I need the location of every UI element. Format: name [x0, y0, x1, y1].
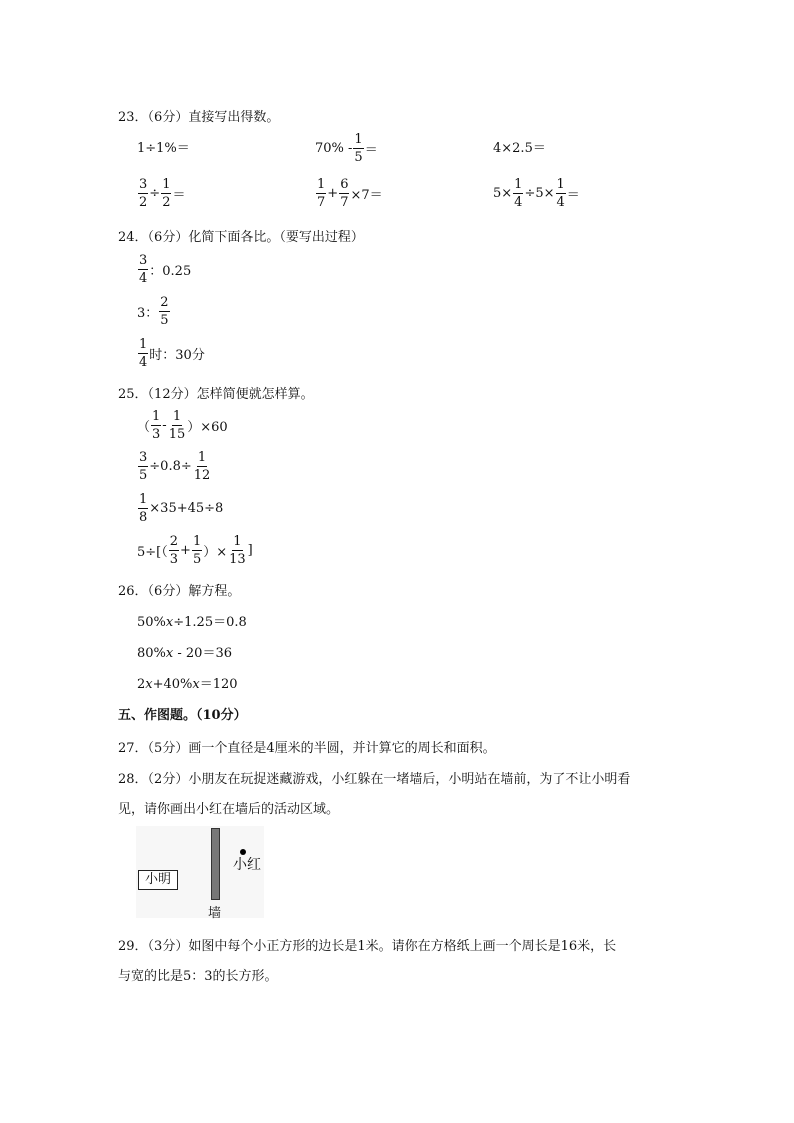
numerator: 1: [139, 492, 148, 507]
numerator: 1: [317, 177, 326, 192]
denominator: 13: [229, 552, 246, 567]
denominator: 5: [192, 552, 202, 567]
denominator: 3: [152, 427, 161, 442]
middle: +40%: [152, 677, 193, 692]
fraction: [513, 178, 523, 209]
head: （: [137, 420, 151, 435]
head: 80%: [137, 646, 166, 661]
middle: ÷0.8÷: [149, 459, 192, 474]
numerator: 1: [162, 177, 171, 192]
denominator: 5: [139, 468, 148, 483]
xiaohong-label: 小红: [233, 857, 261, 873]
q23-b-post: ＝: [364, 143, 378, 158]
hide-and-seek-figure: [136, 826, 264, 921]
tail: ×35+45÷8: [149, 501, 224, 516]
q24-item-c: [137, 338, 205, 369]
tail: 时：30分: [149, 348, 205, 363]
wall-label: 墙: [208, 906, 222, 921]
q28-line2: 见，请你画出小红在墙后的活动区域。: [118, 802, 340, 817]
fraction: [193, 451, 212, 482]
numerator: 1: [139, 337, 148, 352]
fraction: [138, 254, 148, 285]
denominator: 4: [556, 195, 565, 210]
fraction: [138, 493, 148, 524]
variable: x: [165, 615, 174, 630]
q26-item-a: [137, 611, 247, 630]
equals: ＝: [566, 188, 580, 203]
numerator: 1: [514, 177, 523, 192]
denominator: 5: [160, 313, 169, 328]
denominator: 7: [340, 195, 349, 210]
tail: ×7＝: [350, 188, 383, 203]
equals: ＝: [172, 188, 186, 203]
denominator: 15: [168, 427, 186, 442]
numerator: 3: [139, 450, 148, 465]
numerator: 1: [197, 450, 207, 465]
operator: +: [327, 186, 339, 201]
fraction: [192, 535, 202, 566]
denominator: 8: [139, 510, 148, 525]
numerator: 2: [169, 534, 179, 549]
tail: - 20＝36: [173, 646, 232, 661]
q26-item-b: [137, 642, 232, 661]
numerator: 6: [340, 177, 349, 192]
q29-line1: 29．（3分）如图中每个小正方形的边长是1米。请你在方格纸上画一个周长是16米，长: [118, 939, 617, 954]
section-heading: 五、作图题。（10分）: [118, 708, 247, 723]
numerator: 1: [192, 534, 202, 549]
q25-item-c: [137, 493, 223, 524]
fraction: [353, 133, 363, 164]
wall: [211, 828, 220, 900]
fraction: [138, 178, 148, 209]
numerator: 1: [233, 534, 242, 549]
q25-item-a: [137, 410, 228, 441]
tail: ÷1.25＝0.8: [173, 615, 247, 630]
operator: -: [162, 418, 167, 433]
denominator: 4: [139, 355, 148, 370]
fraction: [168, 410, 187, 441]
q25-item-b: [137, 451, 212, 482]
fraction: [339, 178, 349, 209]
q24-item-a: [137, 254, 191, 285]
denominator: 3: [169, 552, 179, 567]
numerator: 3: [139, 177, 148, 192]
fraction: [228, 535, 247, 566]
fraction: [138, 338, 148, 369]
fraction: [556, 178, 566, 209]
q28-line1: 28．（2分）小朋友在玩捉迷藏游戏，小红躲在一堵墙后，小明站在墙前，为了不让小明看: [118, 772, 631, 787]
numerator: 2: [160, 295, 169, 310]
fraction: [316, 178, 326, 209]
denominator: 2: [162, 195, 171, 210]
q26-item-c: [137, 673, 238, 692]
q23-item-e: [315, 178, 383, 209]
tail: ：0.25: [149, 264, 192, 279]
numerator: 1: [556, 177, 565, 192]
q26-title: 26．（6分）解方程。: [118, 584, 241, 599]
q23-item-c: 4×2.5＝: [493, 141, 546, 156]
tail: ]: [247, 543, 253, 558]
fraction: [138, 451, 148, 482]
q24-title: 24．（6分）化简下面各比。（要写出过程）: [118, 230, 364, 245]
head: 2: [137, 677, 146, 692]
tail: ）×60: [187, 420, 228, 435]
fraction: [161, 178, 171, 209]
fraction: [151, 410, 161, 441]
q23-title: 23．（6分）直接写出得数。: [118, 110, 280, 125]
denominator: 4: [139, 271, 148, 286]
denominator: 4: [514, 195, 523, 210]
q23-item-b: [315, 133, 378, 164]
operator: +: [180, 543, 191, 558]
denominator: 7: [317, 195, 326, 210]
tail: ＝120: [199, 677, 238, 692]
head: 5÷[（: [137, 545, 168, 560]
fraction: [169, 535, 179, 566]
numerator: 1: [152, 409, 161, 424]
head: 3：: [137, 306, 159, 321]
variable: x: [145, 677, 153, 692]
denominator: 5: [354, 150, 363, 165]
numerator: 3: [139, 253, 148, 268]
middle: ）×: [203, 545, 228, 560]
head: 50%: [137, 615, 166, 630]
fraction: [159, 296, 169, 327]
q25-title: 25．（12分）怎样简便就怎样算。: [118, 387, 314, 402]
numerator: 1: [172, 409, 182, 424]
variable: x: [165, 646, 174, 661]
q24-item-b: [137, 296, 171, 327]
q23-item-d: [137, 178, 185, 209]
middle: ÷5×: [524, 186, 555, 201]
q23-item-a: 1÷1%＝: [137, 141, 190, 156]
q29-line2: 与宽的比是5：3的长方形。: [118, 969, 278, 984]
xiaoming-label: 小明: [138, 870, 178, 890]
denominator: 2: [139, 195, 148, 210]
head: 5×: [493, 186, 513, 201]
variable: x: [192, 677, 200, 692]
q25-item-d: [137, 535, 253, 566]
q27-text: 27．（5分）画一个直径是4厘米的半圆，并计算它的周长和面积。: [118, 741, 496, 756]
operator: ÷: [149, 186, 161, 201]
q23-item-f: [493, 178, 580, 209]
numerator: 1: [354, 132, 363, 147]
denominator: 12: [193, 468, 211, 483]
q23-b-pre: 70% -: [315, 141, 353, 156]
